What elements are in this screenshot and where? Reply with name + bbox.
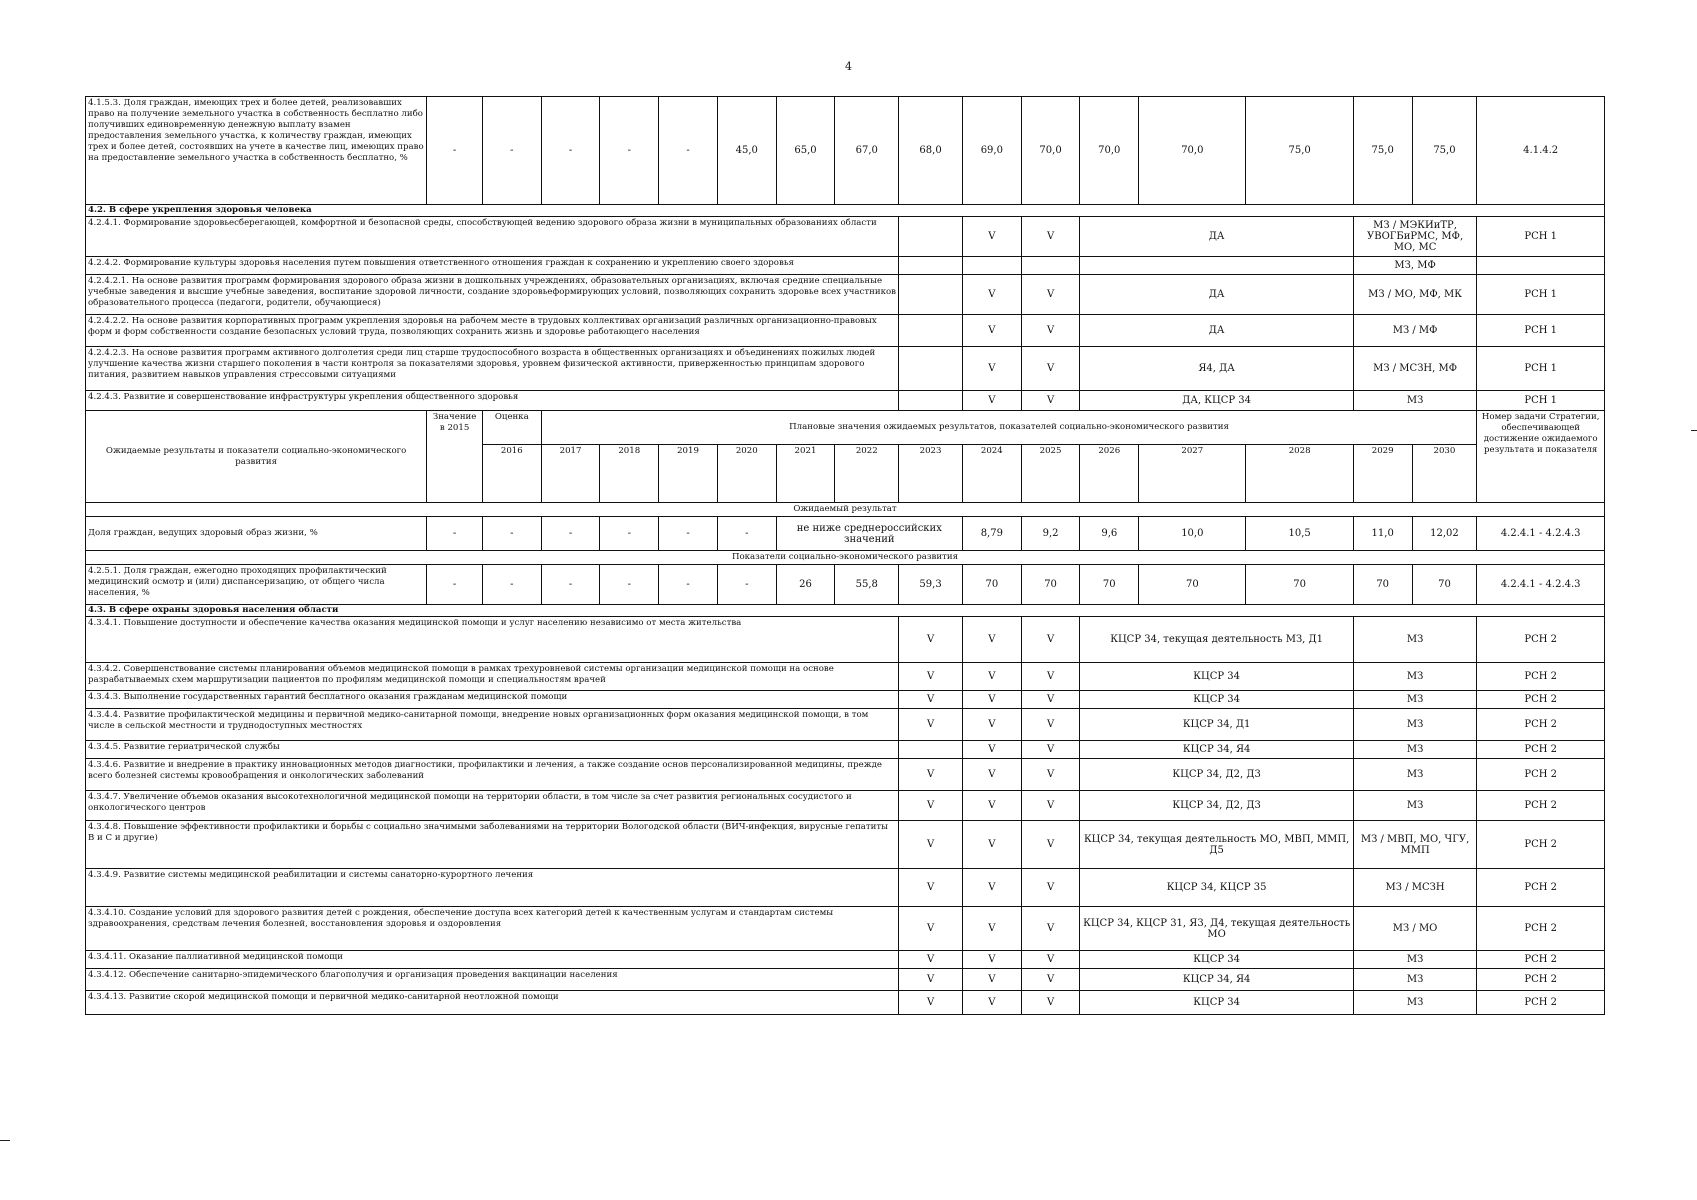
value-cell: -	[659, 565, 718, 605]
header-estimate: Оценка	[482, 411, 541, 445]
period-mark: V	[1021, 217, 1080, 257]
responsible-cell: МЗ / МЭКИиТР, УВОГБиРМС, МФ, МО, МС	[1353, 217, 1477, 257]
funding-source: КЦСР 34	[1080, 951, 1353, 969]
period-mark	[899, 347, 963, 391]
header-expected: Ожидаемые результаты и показатели социально-экономического развития	[86, 411, 427, 503]
measure-label: 4.3.4.4. Развитие профилактической медицины и первичной медико-санитарной помощи, внедрение новых организационных форм оказания медицинской помощи, в том числе в сельской местности и труднодоступных местностях	[86, 709, 899, 741]
responsible-cell: МЗ	[1353, 791, 1477, 821]
responsible-cell: МЗ	[1353, 741, 1477, 759]
responsible-cell: МЗ	[1353, 617, 1477, 663]
value-cell: 26	[776, 565, 835, 605]
measure-label: 4.3.4.12. Обеспечение санитарно-эпидемического благополучия и организация проведения вакцинации населения	[86, 969, 899, 991]
measure-row	[86, 217, 1605, 257]
header-year: 2023	[899, 445, 963, 503]
measure-label: 4.2.4.1. Формирование здоровьесберегающей, комфортной и безопасной среды, способствующей ведению здорового образа жизни в муниципальных образованиях области	[86, 217, 899, 257]
value-cell: -	[659, 517, 718, 551]
measure-row	[86, 759, 1605, 791]
period-mark: V	[962, 741, 1021, 759]
period-mark: V	[962, 275, 1021, 315]
period-mark: V	[962, 791, 1021, 821]
value-cell: 11,0	[1353, 517, 1412, 551]
value-cell: 70	[1246, 565, 1353, 605]
header-year: 2029	[1353, 445, 1412, 503]
code-cell: РСН 1	[1477, 347, 1605, 391]
code-cell: РСН 1	[1477, 275, 1605, 315]
funding-source: КЦСР 34, Я4	[1080, 741, 1353, 759]
funding-source: КЦСР 34, текущая деятельность МЗ, Д1	[1080, 617, 1353, 663]
period-mark: V	[899, 907, 963, 951]
healthy-lifestyle-row	[86, 517, 1605, 551]
measure-row	[86, 969, 1605, 991]
value-cell: 70,0	[1139, 97, 1246, 205]
period-mark: V	[899, 991, 963, 1015]
funding-source: КЦСР 34, Д2, Д3	[1080, 791, 1353, 821]
period-mark: V	[1021, 969, 1080, 991]
header-year: 2016	[482, 445, 541, 503]
measure-row	[86, 663, 1605, 691]
measure-row	[86, 257, 1605, 275]
expected-result-label: Ожидаемый результат	[86, 503, 1605, 517]
indicators-label: Показатели социально-экономического развития	[86, 551, 1605, 565]
task-number-cell: 4.1.4.2	[1477, 97, 1605, 205]
value-cell: -	[600, 565, 659, 605]
funding-source: ДА	[1080, 275, 1353, 315]
value-cell: 55,8	[835, 565, 899, 605]
period-mark: V	[1021, 791, 1080, 821]
period-mark: V	[962, 217, 1021, 257]
row-label: 4.1.5.3. Доля граждан, имеющих трех и более детей, реализовавших право на получение земельного участка в собственность бесплатно либо получивших единовременную денежную выплату взамен предоставления земельного участка, к количеству граждан, имеющих трех и более детей, состоявших на учете в качестве лиц, имеющих право на предоставление земельного участка в собственность бесплатно, %	[86, 97, 427, 205]
code-cell	[1477, 257, 1605, 275]
funding-source: Я4, ДА	[1080, 347, 1353, 391]
value-cell: 68,0	[899, 97, 963, 205]
header-year: 2021	[776, 445, 835, 503]
value-cell: -	[717, 517, 776, 551]
period-mark: V	[899, 969, 963, 991]
measure-label: 4.3.4.3. Выполнение государственных гарантий бесплатного оказания гражданам медицинской помощи	[86, 691, 899, 709]
task-number-cell: 4.2.4.1 - 4.2.4.3	[1477, 565, 1605, 605]
value-cell: 70	[1139, 565, 1246, 605]
subheading-row	[86, 551, 1605, 565]
period-mark: V	[899, 951, 963, 969]
value-cell: -	[659, 97, 718, 205]
header-year: 2019	[659, 445, 718, 503]
code-cell: РСН 2	[1477, 951, 1605, 969]
section-heading: 4.2. В сфере укрепления здоровья человека	[86, 205, 1605, 217]
measure-label: 4.3.4.6. Развитие и внедрение в практику инновационных методов диагностики, профилактики и лечения, а также создание основ персонализированной медицины, прежде всего болезней системы кровообращения и онкологических заболеваний	[86, 759, 899, 791]
responsible-cell: МЗ	[1353, 759, 1477, 791]
value-cell: -	[482, 97, 541, 205]
value-cell: -	[541, 97, 600, 205]
measure-label: 4.3.4.10. Создание условий для здорового развития детей с рождения, обеспечение доступа всех категорий детей к качественным услугам и стандартам системы здравоохранения, средствам лечения болезней, восстановления здоровья и оздоровления	[86, 907, 899, 951]
value-cell: -	[427, 97, 483, 205]
header-year: 2024	[962, 445, 1021, 503]
value-cell: 70	[962, 565, 1021, 605]
code-cell: РСН 2	[1477, 759, 1605, 791]
period-mark	[962, 257, 1021, 275]
period-mark: V	[899, 709, 963, 741]
responsible-cell: МЗ / МФ	[1353, 315, 1477, 347]
period-mark: V	[899, 821, 963, 869]
value-cell: -	[541, 565, 600, 605]
measure-label: 4.3.4.11. Оказание паллиативной медицинской помощи	[86, 951, 899, 969]
measure-row	[86, 791, 1605, 821]
row-label: 4.2.5.1. Доля граждан, ежегодно проходящих профилактический медицинский осмотр и (или) диспансеризацию, от общего числа населения, %	[86, 565, 427, 605]
value-cell: 65,0	[776, 97, 835, 205]
header-year: 2017	[541, 445, 600, 503]
responsible-cell: МЗ / МВП, МО, ЧГУ, ММП	[1353, 821, 1477, 869]
period-mark: V	[1021, 991, 1080, 1015]
code-cell: РСН 2	[1477, 969, 1605, 991]
period-mark: V	[899, 791, 963, 821]
responsible-cell: МЗ	[1353, 391, 1477, 411]
period-mark: V	[962, 691, 1021, 709]
table-body	[86, 97, 1605, 1015]
measure-row	[86, 709, 1605, 741]
period-mark: V	[899, 663, 963, 691]
funding-source: КЦСР 34, Д2, Д3	[1080, 759, 1353, 791]
period-mark: V	[1021, 663, 1080, 691]
value-cell: -	[541, 517, 600, 551]
measure-row	[86, 951, 1605, 969]
responsible-cell: МЗ	[1353, 991, 1477, 1015]
value-cell: -	[717, 565, 776, 605]
value-cell: 67,0	[835, 97, 899, 205]
measure-row	[86, 821, 1605, 869]
value-cell: 75,0	[1246, 97, 1353, 205]
header-row	[86, 411, 1605, 445]
funding-source: КЦСР 34	[1080, 691, 1353, 709]
task-number-cell: 4.2.4.1 - 4.2.4.3	[1477, 517, 1605, 551]
period-mark: V	[1021, 315, 1080, 347]
measure-label: 4.3.4.7. Увеличение объемов оказания высокотехнологичной медицинской помощи на территории области, в том числе за счет развития региональных сосудистого и онкологического центров	[86, 791, 899, 821]
responsible-cell: МЗ	[1353, 663, 1477, 691]
land-share-row	[86, 97, 1605, 205]
funding-source: ДА	[1080, 315, 1353, 347]
value-cell: -	[600, 517, 659, 551]
margin-mark	[0, 1140, 10, 1141]
period-mark: V	[899, 691, 963, 709]
period-mark: V	[962, 315, 1021, 347]
header-planned: Плановые значения ожидаемых результатов, показателей социально-экономического развития	[541, 411, 1477, 445]
period-mark: V	[1021, 759, 1080, 791]
period-mark: V	[962, 759, 1021, 791]
funding-source: КЦСР 34, текущая деятельность МО, МВП, ММП, Д5	[1080, 821, 1353, 869]
period-mark: V	[962, 617, 1021, 663]
funding-source: ДА, КЦСР 34	[1080, 391, 1353, 411]
period-mark	[899, 257, 963, 275]
value-cell: 75,0	[1412, 97, 1477, 205]
period-mark: V	[1021, 391, 1080, 411]
measure-label: 4.3.4.13. Развитие скорой медицинской помощи и первичной медико-санитарной неотложной помощи	[86, 991, 899, 1015]
value-cell: 10,5	[1246, 517, 1353, 551]
measure-label: 4.3.4.9. Развитие системы медицинской реабилитации и системы санаторно-курортного лечения	[86, 869, 899, 907]
responsible-cell: МЗ	[1353, 709, 1477, 741]
subheading-row	[86, 503, 1605, 517]
code-cell: РСН 1	[1477, 315, 1605, 347]
measure-row	[86, 741, 1605, 759]
period-mark: V	[1021, 275, 1080, 315]
period-mark: V	[962, 969, 1021, 991]
period-mark: V	[1021, 709, 1080, 741]
value-cell: 70	[1021, 565, 1080, 605]
section-heading-row	[86, 605, 1605, 617]
funding-source: КЦСР 34, Я4	[1080, 969, 1353, 991]
responsible-cell: МЗ / МСЗН, МФ	[1353, 347, 1477, 391]
period-mark: V	[1021, 821, 1080, 869]
section-heading-row	[86, 205, 1605, 217]
header-year: 2020	[717, 445, 776, 503]
code-cell: РСН 2	[1477, 991, 1605, 1015]
responsible-cell: МЗ / МСЗН	[1353, 869, 1477, 907]
code-cell: РСН 2	[1477, 691, 1605, 709]
code-cell: РСН 2	[1477, 791, 1605, 821]
value-cell: 70	[1353, 565, 1412, 605]
header-year: 2025	[1021, 445, 1080, 503]
measure-label: 4.2.4.2. Формирование культуры здоровья населения путем повышения ответственного отношения граждан к сохранению и укреплению своего здоровья	[86, 257, 899, 275]
value-cell: -	[600, 97, 659, 205]
period-mark: V	[1021, 951, 1080, 969]
period-mark	[1021, 257, 1080, 275]
code-cell: РСН 2	[1477, 741, 1605, 759]
period-mark: V	[1021, 907, 1080, 951]
value-cell: 69,0	[962, 97, 1021, 205]
code-cell: РСН 2	[1477, 617, 1605, 663]
measure-row	[86, 991, 1605, 1015]
header-year: 2030	[1412, 445, 1477, 503]
value-cell: 75,0	[1353, 97, 1412, 205]
checkup-row	[86, 565, 1605, 605]
value-cell: -	[427, 565, 483, 605]
value-cell: 8,79	[962, 517, 1021, 551]
value-cell: -	[427, 517, 483, 551]
header-value-2015: Значение в 2015	[427, 411, 483, 503]
value-cell: -	[482, 565, 541, 605]
period-mark: V	[962, 391, 1021, 411]
row-label: Доля граждан, ведущих здоровый образ жизни, %	[86, 517, 427, 551]
period-mark: V	[962, 663, 1021, 691]
code-cell: РСН 2	[1477, 821, 1605, 869]
funding-source: ДА	[1080, 217, 1353, 257]
measure-row	[86, 907, 1605, 951]
header-year: 2028	[1246, 445, 1353, 503]
measure-label: 4.2.4.2.3. На основе развития программ активного долголетия среди лиц старше трудоспособного возраста в общественных организациях и объединениях пожилых людей улучшение качества жизни старшего поколения в части контроля за показателями здоровья, уровнем физической активности, приверженностью принципам здорового питания, развитием навыков управления стрессовыми ситуациями	[86, 347, 899, 391]
period-mark	[899, 741, 963, 759]
value-cell: 45,0	[717, 97, 776, 205]
period-mark: V	[899, 869, 963, 907]
period-mark: V	[962, 821, 1021, 869]
responsible-cell: МЗ, МФ	[1353, 257, 1477, 275]
header-year: 2018	[600, 445, 659, 503]
period-mark: V	[899, 617, 963, 663]
page-number: 4	[845, 60, 852, 73]
measure-row	[86, 315, 1605, 347]
period-mark	[899, 315, 963, 347]
measure-label: 4.3.4.5. Развитие гериатрической службы	[86, 741, 899, 759]
responsible-cell: МЗ	[1353, 691, 1477, 709]
value-cell: 9,2	[1021, 517, 1080, 551]
code-cell: РСН 2	[1477, 869, 1605, 907]
measure-row	[86, 275, 1605, 315]
header-year: 2027	[1139, 445, 1246, 503]
header-year: 2022	[835, 445, 899, 503]
measure-label: 4.3.4.2. Совершенствование системы планирования объемов медицинской помощи в рамках трехуровневой системы организации медицинской помощи на основе разрабатываемых схем маршрутизации пациентов по профилям медицинской помощи и специальностям врачей	[86, 663, 899, 691]
value-cell: 59,3	[899, 565, 963, 605]
period-mark	[899, 217, 963, 257]
measure-label: 4.2.4.3. Развитие и совершенствование инфраструктуры укрепления общественного здоровья	[86, 391, 899, 411]
value-cell: -	[482, 517, 541, 551]
value-cell: 70	[1080, 565, 1139, 605]
value-cell: 12,02	[1412, 517, 1477, 551]
period-mark: V	[962, 907, 1021, 951]
funding-source	[1080, 257, 1353, 275]
measure-row	[86, 617, 1605, 663]
value-cell: 9,6	[1080, 517, 1139, 551]
measure-label: 4.3.4.8. Повышение эффективности профилактики и борьбы с социально значимыми заболеваниями на территории Вологодской области (ВИЧ-инфекция, вирусные гепатиты В и С и другие)	[86, 821, 899, 869]
period-mark: V	[899, 759, 963, 791]
responsible-cell: МЗ	[1353, 969, 1477, 991]
period-mark: V	[1021, 741, 1080, 759]
code-cell: РСН 2	[1477, 709, 1605, 741]
period-mark: V	[962, 709, 1021, 741]
period-mark: V	[962, 347, 1021, 391]
period-mark: V	[1021, 691, 1080, 709]
funding-source: КЦСР 34	[1080, 991, 1353, 1015]
responsible-cell: МЗ	[1353, 951, 1477, 969]
strategy-table	[85, 96, 1605, 1015]
code-cell: РСН 1	[1477, 217, 1605, 257]
responsible-cell: МЗ / МО	[1353, 907, 1477, 951]
period-mark: V	[1021, 869, 1080, 907]
merged-value-cell: не ниже среднероссийских значений	[776, 517, 962, 551]
funding-source: КЦСР 34, КЦСР 31, Я3, Д4, текущая деятельность МО	[1080, 907, 1353, 951]
measure-row	[86, 347, 1605, 391]
section-heading: 4.3. В сфере охраны здоровья населения области	[86, 605, 1605, 617]
header-task-number: Номер задачи Стратегии, обеспечивающей достижение ожидаемого результата и показателя	[1477, 411, 1605, 503]
period-mark: V	[962, 991, 1021, 1015]
funding-source: КЦСР 34, Д1	[1080, 709, 1353, 741]
code-cell: РСН 2	[1477, 907, 1605, 951]
value-cell: 70	[1412, 565, 1477, 605]
period-mark	[899, 275, 963, 315]
code-cell: РСН 1	[1477, 391, 1605, 411]
measure-row	[86, 391, 1605, 411]
measure-label: 4.2.4.2.1. На основе развития программ формирования здорового образа жизни в дошкольных учреждениях, образовательных организациях, включая средние специальные учебные заведения и высшие учебные заведения, воспитание здоровой личности, создание здоровьеформирующих условий, позволяющих сохранить здоровье всех участников образовательного процесса (педагоги, родители, обучающиеся)	[86, 275, 899, 315]
measure-row	[86, 691, 1605, 709]
period-mark: V	[962, 951, 1021, 969]
value-cell: 10,0	[1139, 517, 1246, 551]
period-mark: V	[962, 869, 1021, 907]
period-mark: V	[1021, 347, 1080, 391]
code-cell: РСН 2	[1477, 663, 1605, 691]
measure-label: 4.3.4.1. Повышение доступности и обеспечение качества оказания медицинской помощи и услуг населению независимо от места жительства	[86, 617, 899, 663]
responsible-cell: МЗ / МО, МФ, МК	[1353, 275, 1477, 315]
funding-source: КЦСР 34	[1080, 663, 1353, 691]
measure-row	[86, 869, 1605, 907]
value-cell: 70,0	[1021, 97, 1080, 205]
period-mark: V	[1021, 617, 1080, 663]
measure-label: 4.2.4.2.2. На основе развития корпоративных программ укрепления здоровья на рабочем месте в трудовых коллективах организаций различных организационно-правовых форм и форм собственности создание безопасных условий труда, позволяющих сохранить жизнь и здоровье работающего населения	[86, 315, 899, 347]
strategy-table-wrapper	[85, 96, 1605, 1015]
period-mark	[899, 391, 963, 411]
margin-mark	[1691, 430, 1697, 431]
funding-source: КЦСР 34, КЦСР 35	[1080, 869, 1353, 907]
header-year: 2026	[1080, 445, 1139, 503]
value-cell: 70,0	[1080, 97, 1139, 205]
